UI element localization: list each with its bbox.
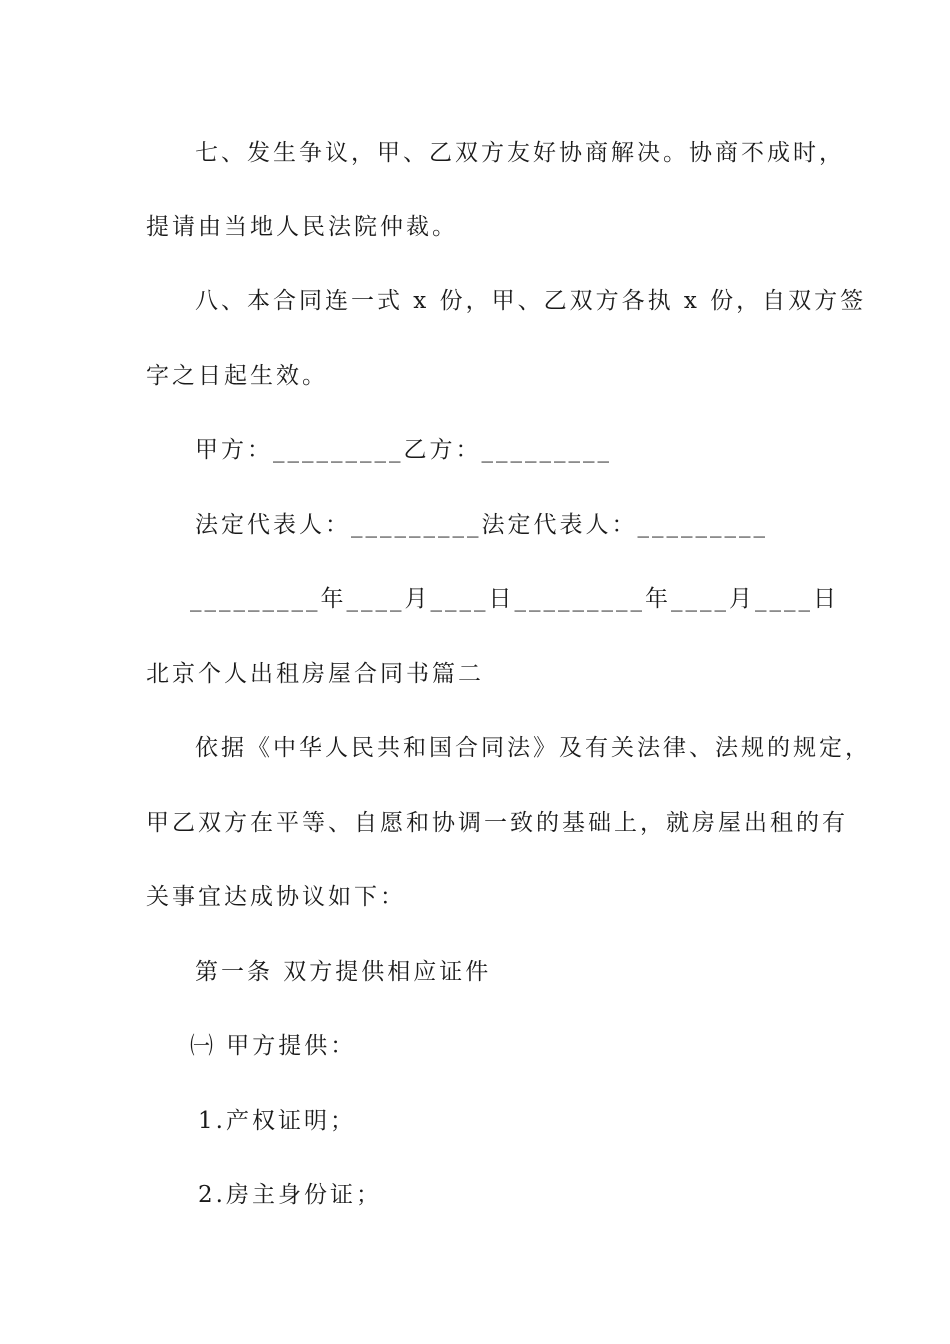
paragraph-copies-clause-cont: 字之日起生效。	[146, 363, 328, 389]
signature-representatives-line: 法定代表人：_________法定代表人：_________	[195, 512, 768, 538]
subsection-party-a: ㈠ 甲方提供：	[190, 1033, 357, 1059]
article-one-heading: 第一条 双方提供相应证件	[195, 959, 492, 985]
paragraph-dispute-clause: 七、发生争议，甲、乙双方友好协商解决。协商不成时，	[195, 140, 845, 166]
signature-date-line: _________年____月____日_________年____月____日	[190, 586, 839, 612]
section-heading: 北京个人出租房屋合同书篇二	[146, 661, 484, 687]
paragraph-preamble: 依据《中华人民共和国合同法》及有关法律、法规的规定，	[195, 735, 871, 761]
paragraph-preamble-cont-1: 甲乙双方在平等、自愿和协调一致的基础上，就房屋出租的有	[146, 810, 848, 836]
signature-parties-line: 甲方：_________乙方：_________	[195, 437, 612, 463]
paragraph-preamble-cont-2: 关事宜达成协议如下：	[146, 884, 406, 910]
paragraph-copies-clause: 八、本合同连一式 x 份，甲、乙双方各执 x 份，自双方签	[195, 288, 867, 314]
paragraph-dispute-clause-cont: 提请由当地人民法院仲裁。	[146, 214, 458, 240]
list-item: 2.房主身份证；	[198, 1182, 382, 1208]
list-item: 1.产权证明；	[198, 1108, 356, 1134]
